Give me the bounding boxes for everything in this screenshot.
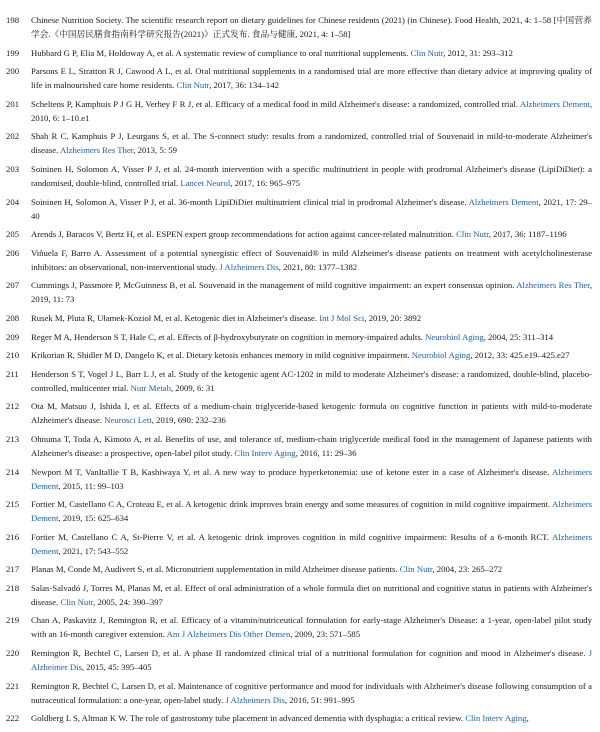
reference-citation: , 2019, 690: 232–236 <box>151 415 226 426</box>
reference-number: 209 <box>6 331 20 342</box>
reference-body <box>31 581 592 609</box>
reference-body <box>31 311 592 325</box>
reference-item <box>6 399 592 427</box>
reference-number: 201 <box>6 98 20 109</box>
reference-citation: , 2012, 33: 425.e19–425.e27 <box>470 350 570 361</box>
reference-body <box>31 330 592 344</box>
reference-number: 199 <box>6 47 20 58</box>
reference-citation: , 2013, 5: 59 <box>133 145 177 156</box>
reference-citation: , 2019, 15: 625–634 <box>58 513 129 524</box>
reference-item <box>6 129 592 157</box>
journal-link[interactable]: Alzheimers Res Ther <box>59 145 134 156</box>
reference-body <box>31 399 592 427</box>
reference-text: Ota M, Matsuo J, Ishida I, et al. Effects of a medium-chain triglyceride-based ketogenic formula on cognitive function in patients with mild-to-moderate Alzheimer's disease. <box>31 401 592 426</box>
reference-item <box>6 246 592 274</box>
reference-number: 208 <box>6 312 20 323</box>
journal-link[interactable]: J Alzheimer Dis <box>31 648 592 673</box>
reference-item <box>6 497 592 525</box>
reference-body <box>31 679 592 707</box>
reference-body <box>31 530 592 558</box>
reference-citation: , 2017, 36: 134–142 <box>209 80 279 91</box>
reference-item <box>6 613 592 641</box>
reference-citation: , 2004, 25: 311–314 <box>483 331 554 342</box>
journal-link[interactable]: Clin Nutr <box>60 596 94 607</box>
reference-number: 213 <box>6 433 20 444</box>
reference-body <box>31 246 592 274</box>
reference-text: Chan A, Paskavitz J, Remington R, et al. Efficacy of a vitamin/nutriceutical formulation for early-stage Alzheimer's Disease: a 1-year, open-label pilot study with an 16-month caregiver extension. <box>31 615 592 640</box>
reference-number: 215 <box>6 499 20 510</box>
reference-number: 211 <box>6 368 19 379</box>
reference-number: 200 <box>6 66 20 77</box>
reference-item <box>6 432 592 460</box>
journal-link[interactable]: J Alzheimers Dis <box>225 694 285 705</box>
reference-number: 218 <box>6 582 20 593</box>
reference-item <box>6 64 592 92</box>
reference-item <box>6 530 592 558</box>
reference-item <box>6 367 592 395</box>
reference-number: 214 <box>6 466 20 477</box>
reference-text: Chinese Nutrition Society. The scientific research report on dietary guidelines for Chinese residents (2021) (in Chinese). Food Health, 2021, 4: 1–58 [中国营养学会.《中国居民膳食指南科学研究报告(2021)》正式发布. 食品与健康, 2021, 4: 1–58] <box>31 15 592 39</box>
reference-number: 217 <box>6 564 20 575</box>
reference-item <box>6 311 592 325</box>
reference-number: 222 <box>6 713 20 724</box>
reference-text: Shah R C, Kamphuis P J, Leurgans S, et al. The S-connect study: results from a randomized, controlled trial of Souvenaid in mild-to-moderate Alzheimer's disease. <box>31 131 592 156</box>
reference-number: 202 <box>6 131 20 142</box>
reference-text: Fortier M, Castellano C A, Croteau E, et al. A ketogenic drink improves brain energy and some measures of cognition in mild cognitive impairment. <box>31 499 552 510</box>
journal-link[interactable]: Clin Nutr <box>176 80 210 91</box>
journal-link[interactable]: Alzheimers Dement <box>31 499 592 524</box>
reference-text: Cummings J, Passmore P, McGuinness B, et al. Souvenaid in the management of mild cognitive impairment: an expert consensus opinion. <box>31 280 517 291</box>
journal-link[interactable]: Clin Nutr <box>399 564 433 575</box>
reference-body <box>31 497 592 525</box>
reference-number: 210 <box>6 350 20 361</box>
reference-citation: , 2016, 11: 29–36 <box>295 447 357 458</box>
reference-body <box>31 227 592 241</box>
journal-link[interactable]: Alzheimers Dement <box>31 531 592 556</box>
reference-citation: , 2021, 80: 1377–1382 <box>278 261 358 272</box>
reference-text: Viñuela F, Barro A. Assessment of a potential synergistic effect of Souvenaid® in mild Alzheimer's disease patients on treatment with acetylcholinesterase inhibitors: an observational, non-interventional study. <box>31 247 592 272</box>
reference-citation: , 2009, 6: 31 <box>170 382 215 393</box>
reference-number: 221 <box>6 680 20 691</box>
reference-citation: , 2019, 20: 3892 <box>364 312 422 323</box>
journal-link[interactable]: Alzheimers Dement <box>31 466 592 491</box>
journal-link[interactable]: Clin Nutr <box>456 229 489 240</box>
reference-text: Hubbard G P, Elia M, Holdoway A, et al. A systematic review of compliance to oral nutritional supplements. <box>31 47 411 58</box>
reference-item <box>6 646 592 674</box>
journal-link[interactable]: Lancet Neurol <box>180 177 231 188</box>
reference-item <box>6 13 592 41</box>
journal-link[interactable]: Nutr Metab <box>130 382 171 393</box>
reference-number: 220 <box>6 648 20 659</box>
reference-item <box>6 581 592 609</box>
reference-item <box>6 46 592 60</box>
reference-citation: , 2017, 36: 1187–1196 <box>488 229 567 240</box>
reference-item <box>6 97 592 125</box>
reference-text: Ohnuma T, Toda A, Kimoto A, et al. Benefits of use, and tolerance of, medium-chain triglyceride medical food in the management of Japanese patients with Alzheimer's disease: a prospective, open-label pilot study. <box>31 433 592 458</box>
journal-link[interactable]: Alzheimers Dement <box>519 98 590 109</box>
reference-body <box>31 646 592 674</box>
reference-body <box>31 465 592 493</box>
reference-body <box>31 613 592 641</box>
reference-number: 204 <box>6 196 20 207</box>
reference-number: 205 <box>6 229 20 240</box>
reference-citation: , 2004, 23: 265–272 <box>432 564 503 575</box>
reference-body <box>31 64 592 92</box>
reference-text: Rusek M, Pluta R, Ułamek-Kozioł M, et al. Ketogenic diet in Alzheimer's disease. <box>31 312 320 323</box>
reference-text: Parsons E L, Stratton R J, Cawood A L, et al. Oral nutritional supplements in a randomised trial are more effective than dietary advice at improving quality of life in malnourished care home residents. <box>31 66 592 91</box>
reference-body <box>31 562 592 576</box>
reference-citation: , 2015, 45: 395–405 <box>81 662 152 673</box>
reference-item <box>6 679 592 707</box>
reference-text: Goldberg L S, Altman K W. The role of gastrostomy tube placement in advanced dementia with dysphagia: a critical review. <box>31 713 466 724</box>
reference-text: Scheltens P, Kamphuis P J G H, Verhey F R J, et al. Efficacy of a medical food in mild Alzheimer's disease: a randomized, controlled trial. <box>31 98 520 109</box>
reference-item <box>6 162 592 190</box>
reference-number: 207 <box>6 280 20 291</box>
reference-text: Soininen H, Solomon A, Visser P J, et al. 36-month LipiDiDiet multinutrient clinical trial in prodromal Alzheimer's disease. <box>31 196 469 207</box>
reference-text: Planas M, Conde M, Audivert S, et al. Micronutrient supplementation in mild Alzheimer disease patients. <box>31 564 400 575</box>
reference-body <box>31 348 592 362</box>
reference-citation: , 2017, 16: 965–975 <box>230 177 301 188</box>
reference-citation: , 2015, 11: 99–103 <box>58 480 124 491</box>
reference-body <box>31 162 592 190</box>
reference-item <box>6 278 592 306</box>
reference-citation: , 2005, 24: 390–397 <box>93 596 163 607</box>
reference-item <box>6 330 592 344</box>
reference-citation: , 2010, 6: 1–10.e1 <box>31 98 592 123</box>
reference-number: 212 <box>6 401 20 412</box>
reference-text: Remington R, Bechtel C, Larsen D, et al. Maintenance of cognitive performance and mood for individuals with Alzheimer's disease following consumption of a nutraceutical formulation: a one-year, open-label study. <box>31 680 592 705</box>
reference-number: 219 <box>6 615 20 626</box>
journal-link[interactable]: J Alzheimers Dis <box>219 261 279 272</box>
reference-body <box>31 432 592 460</box>
journal-link[interactable]: Neurosci Lett <box>104 415 152 426</box>
reference-number: 216 <box>6 531 20 542</box>
reference-body <box>31 278 592 306</box>
reference-item <box>6 711 592 725</box>
reference-text: Krikorian R, Shidler M D, Dangelo K, et al. Dietary ketosis enhances memory in mild cognitive impairment. <box>31 350 412 361</box>
reference-text: Reger M A, Henderson S T, Hale C, et al. Effects of β-hydroxybutyrate on cognition in memory-impaired adults. <box>31 331 426 342</box>
reference-item <box>6 195 592 223</box>
reference-citation: , 2016, 51: 991–995 <box>284 694 355 705</box>
reference-text: Salas-Salvadó J, Torres M, Planas M, et al. Effect of oral administration of a whole formula diet on nutritional and cognitive status in patients with Alzheimer's disease. <box>31 582 592 607</box>
reference-number: 203 <box>6 163 20 174</box>
reference-number: 206 <box>6 247 20 258</box>
reference-number: 198 <box>6 15 20 25</box>
reference-text: Arends J, Baracos V, Bertz H, et al. ESPEN expert group recommendations for action against cancer-related malnutrition. <box>31 229 457 240</box>
reference-body <box>31 97 592 125</box>
reference-text: Soininen H, Solomon A, Visser P J, et al. 24-month intervention with a specific multinutrient in people with prodromal Alzheimer's disease (LipiDiDiet): a randomised, double-blind, controlled trial. <box>31 163 592 188</box>
reference-item <box>6 348 592 362</box>
reference-citation: , 2009, 23: 571–585 <box>290 629 361 640</box>
reference-citation: , 2012, 31: 293–312 <box>443 47 513 58</box>
journal-link[interactable]: Clin Interv Aging <box>465 713 527 724</box>
reference-citation: , 2021, 17: 543–552 <box>58 545 129 556</box>
reference-text: Newport M T, VanItallie T B, Kashiwaya Y, et al. A new way to produce hyperketonemia: use of ketone ester in a case of Alzheimer's disease. <box>31 466 552 477</box>
reference-citation: , 2019, 11: 73 <box>31 280 592 305</box>
reference-body <box>31 195 592 223</box>
journal-link[interactable]: Clin Nutr <box>410 47 444 58</box>
reference-citation: , 2021, 17: 29–40 <box>31 196 592 221</box>
reference-body <box>31 46 592 60</box>
reference-body <box>31 13 592 41</box>
journal-link[interactable]: Neurobiol Aging <box>425 331 484 342</box>
reference-item <box>6 562 592 576</box>
journal-link[interactable]: Am J Alzheimers Dis Other Demen <box>166 629 291 640</box>
journal-link[interactable]: Alzheimers Dement <box>468 196 539 207</box>
reference-body <box>31 129 592 157</box>
journal-link[interactable]: Alzheimers Res Ther <box>516 280 590 291</box>
reference-body <box>31 367 592 395</box>
journal-link[interactable]: Clin Interv Aging <box>234 447 296 458</box>
reference-item <box>6 227 592 241</box>
reference-item <box>6 465 592 493</box>
reference-body <box>31 711 592 725</box>
reference-text: Fortier M, Castellano C A, St-Pierre V, et al. A ketogenic drink improves cognition in mild cognitive impairment: Results of a 6-month RCT. <box>31 531 552 542</box>
reference-text: Remington R, Bechtel C, Larsen D, et al. A phase II randomized clinical trial of a nutritional formulation for cognition and mood in Alzheimer's disease. <box>31 648 589 659</box>
journal-link[interactable]: Int J Mol Sci <box>319 312 365 323</box>
reference-citation: , <box>526 713 529 724</box>
reference-text: Henderson S T, Vogel J L, Barr L J, et al. Study of the ketogenic agent AC-1202 in mild to moderate Alzheimer's disease: a randomized, double-blind, placebo-controlled, multicenter trial. <box>31 368 592 393</box>
journal-link[interactable]: Neurobiol Aging <box>411 350 471 361</box>
